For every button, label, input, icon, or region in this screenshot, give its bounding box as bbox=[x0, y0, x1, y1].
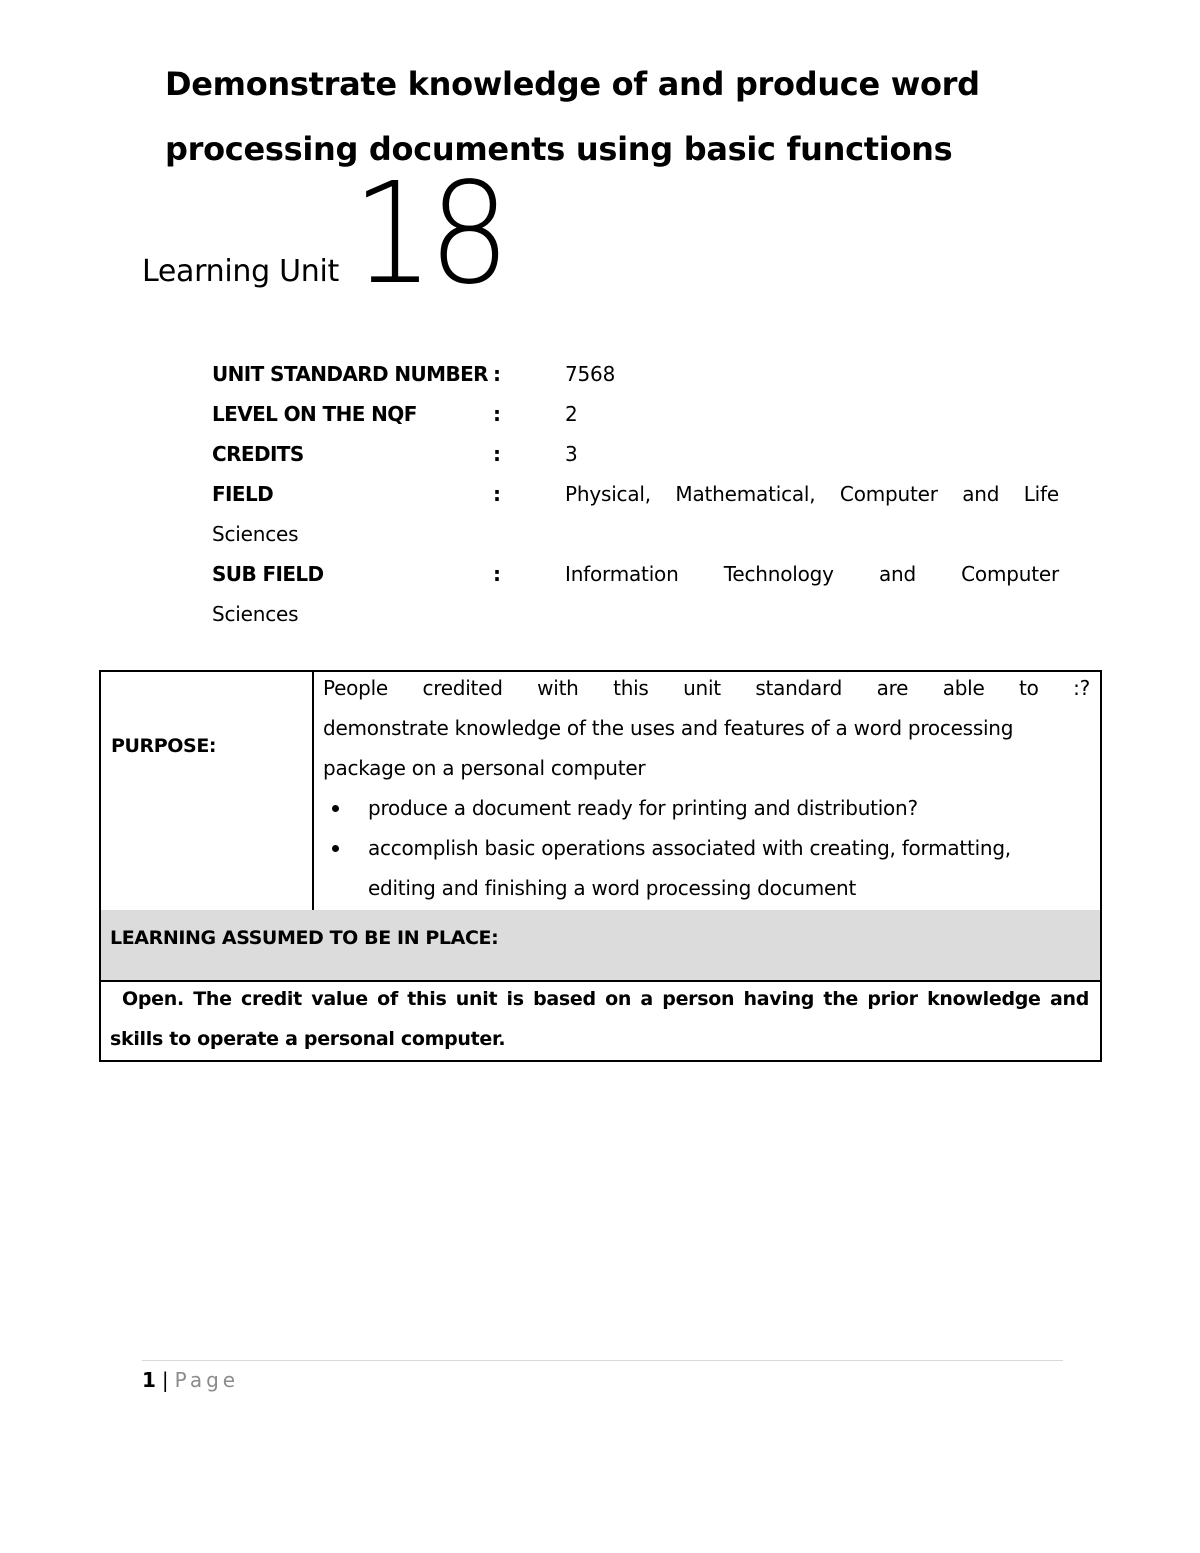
meta-key: LEVEL ON THE NQF bbox=[212, 402, 417, 426]
bullet-text: produce a document ready for printing and distribution? bbox=[368, 796, 918, 820]
page-number: 1 bbox=[142, 1368, 156, 1392]
meta-value-continued: Sciences bbox=[212, 602, 299, 626]
meta-colon: : bbox=[493, 402, 501, 426]
purpose-bullet-list bbox=[323, 788, 1090, 908]
meta-row-level bbox=[212, 394, 1059, 434]
meta-key: FIELD bbox=[212, 482, 274, 506]
bullet-icon bbox=[332, 845, 339, 852]
column-divider bbox=[312, 672, 314, 910]
meta-colon: : bbox=[493, 482, 501, 506]
note-line: Open. The credit value of this unit is based on a person having the prior knowledge and bbox=[122, 988, 1089, 1010]
meta-value-continued: Sciences bbox=[212, 522, 299, 546]
meta-value: Physical, Mathematical, Computer and Life bbox=[565, 482, 1059, 506]
learning-unit-label: Learning Unit bbox=[142, 254, 339, 289]
footer-separator: | bbox=[161, 1368, 169, 1392]
learning-assumed-label: LEARNING ASSUMED TO BE IN PLACE: bbox=[110, 927, 499, 949]
meta-value: 3 bbox=[565, 442, 578, 466]
list-item bbox=[323, 828, 1090, 908]
footer-divider bbox=[142, 1360, 1063, 1361]
meta-value: 7568 bbox=[565, 362, 616, 386]
learning-unit-number: 18 bbox=[352, 153, 505, 316]
note-line: skills to operate a personal computer. bbox=[110, 1028, 506, 1050]
purpose-label: PURPOSE: bbox=[111, 735, 217, 757]
learning-assumed-row bbox=[101, 910, 1100, 982]
meta-row-unit-standard bbox=[212, 354, 1059, 394]
meta-colon: : bbox=[493, 442, 501, 466]
prior-knowledge-row bbox=[101, 982, 1100, 1060]
purpose-intro-line: package on a personal computer bbox=[323, 756, 646, 780]
meta-row-field bbox=[212, 474, 1059, 554]
meta-colon: : bbox=[493, 362, 501, 386]
bullet-text-continued: editing and finishing a word processing document bbox=[368, 876, 857, 900]
meta-key: UNIT STANDARD NUMBER bbox=[212, 362, 488, 386]
purpose-intro-line: demonstrate knowledge of the uses and features of a word processing bbox=[323, 716, 1014, 740]
prior-knowledge-text bbox=[110, 979, 1089, 1059]
bullet-text: accomplish basic operations associated with creating, formatting, bbox=[368, 836, 1011, 860]
purpose-table bbox=[99, 670, 1102, 1062]
title-line-2: processing documents using basic functions bbox=[165, 130, 953, 168]
page-label: Page bbox=[174, 1368, 240, 1392]
meta-value: Information Technology and Computer bbox=[565, 562, 1059, 586]
document-title bbox=[165, 52, 1008, 182]
purpose-row bbox=[101, 672, 1100, 910]
purpose-content bbox=[323, 668, 1090, 908]
meta-key: CREDITS bbox=[212, 442, 304, 466]
meta-value: 2 bbox=[565, 402, 578, 426]
bullet-icon bbox=[332, 805, 339, 812]
title-line-1: Demonstrate knowledge of and produce word bbox=[165, 65, 980, 103]
meta-key: SUB FIELD bbox=[212, 562, 324, 586]
unit-metadata bbox=[212, 354, 1059, 634]
meta-row-credits bbox=[212, 434, 1059, 474]
list-item bbox=[323, 788, 1090, 828]
meta-row-sub-field bbox=[212, 554, 1059, 634]
purpose-intro-line: People credited with this unit standard are able to :? bbox=[323, 676, 1090, 700]
page-footer bbox=[142, 1366, 239, 1394]
meta-colon: : bbox=[493, 562, 501, 586]
